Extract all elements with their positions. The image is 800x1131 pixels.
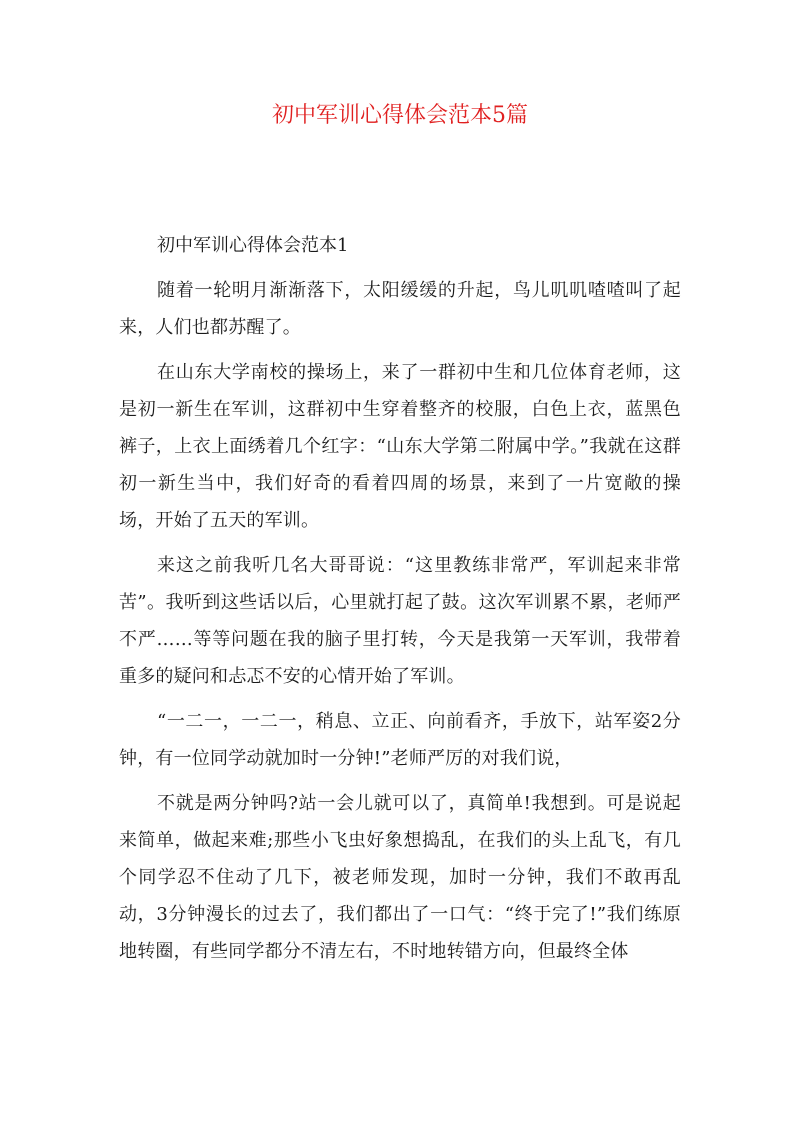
paragraph: “一二一，一二一，稍息、立正、向前看齐，手放下，站军姿2分钟，有一位同学动就加时一分钟!”老师严厉的对我们说，: [119, 711, 681, 769]
document-title: 初中军训心得体会范本5篇: [272, 103, 528, 128]
paragraph: 在山东大学南校的操场上，来了一群初中生和几位体育老师，这是初一新生在军训，这群初中生穿着整齐的校服，白色上衣，蓝黑色裤子，上衣上面绣着几个红字：“山东大学第二附属中学。”我就在这群初一新生当中，我们好奇的看着四周的场景，来到了一片宽敞的操场，开始了五天的军训。: [119, 362, 681, 531]
paragraph: 随着一轮明月渐渐落下，太阳缓缓的升起，鸟儿叽叽喳喳叫了起来，人们也都苏醒了。: [119, 280, 681, 338]
document-body: [119, 228, 681, 970]
paragraph: 来这之前我听几名大哥哥说：“这里教练非常严，军训起来非常苦”。我听到这些话以后，心里就打起了鼓。这次军训累不累，老师严不严……等等问题在我的脑子里打转，今天是我第一天军训，我带着重多的疑问和忐忑不安的心情开始了军训。: [119, 555, 681, 687]
paragraph: 不就是两分钟吗?站一会儿就可以了，真简单!我想到。可是说起来简单，做起来难;那些小飞虫好象想捣乱，在我们的头上乱飞，有几个同学忍不住动了几下，被老师发现，加时一分钟，我们不敢再乱动，3分钟漫长的过去了，我们都出了一口气：“终于完了!”我们练原地转圈，有些同学都分不清左右，不时地转错方向，但最终全体: [119, 793, 681, 962]
section-heading: 初中军训心得体会范本1: [157, 235, 349, 256]
